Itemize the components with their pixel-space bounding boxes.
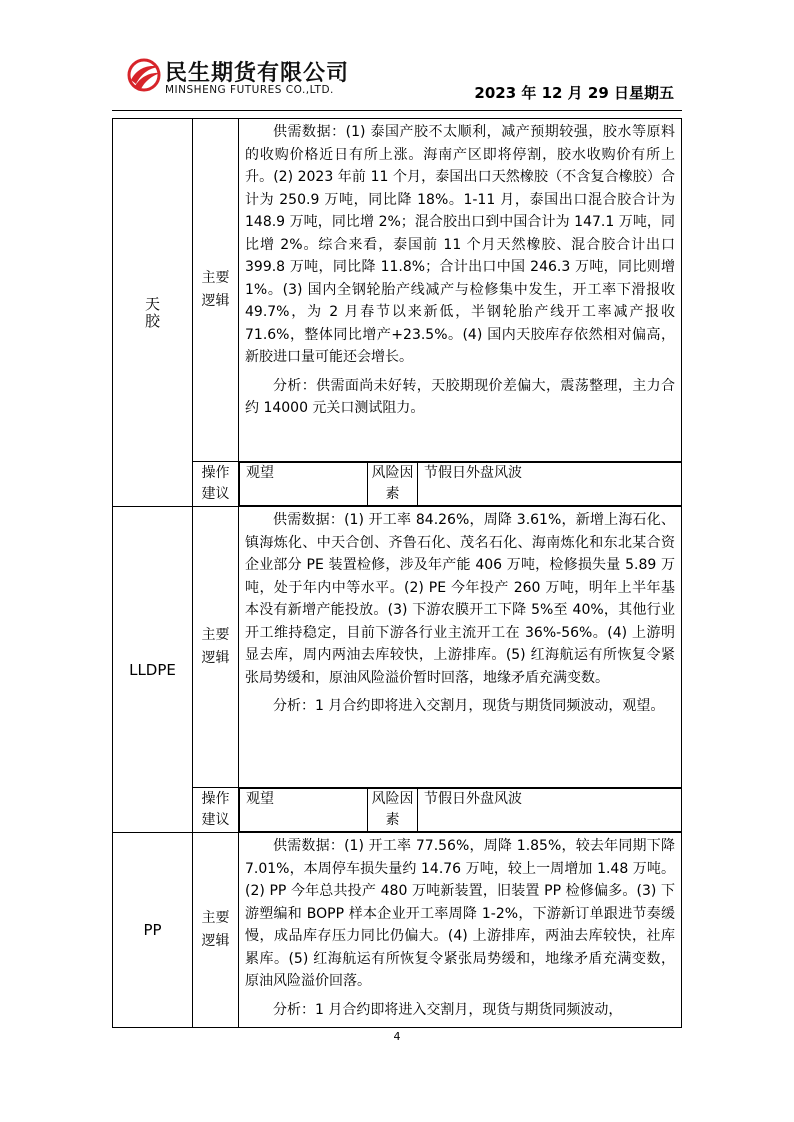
logic-content bbox=[239, 507, 682, 788]
risk-label: 风险因素 bbox=[368, 789, 418, 832]
operation-value: 观望 bbox=[240, 463, 368, 506]
supply-text: 供需数据：(1) 开工率 77.56%，周降 1.85%，较去年同期下降 7.01%，本周停车损失量约 14.76 万吨，较上一周增加 1.48 万吨。(2) PP 今年总共投产 480 万吨新装置，旧装置 PP 检修偏多。(3) 下游塑编和 BOPP 样本企业开工率周降 1-2%，下游新订单跟进节奏缓慢，成品库存压力同比仍偏大。(4) 上游排库，两油去库较快，社库累库。(5) 红海航运有所恢复令紧张局势缓和，地缘矛盾充满变数，原油风险溢价回落。 bbox=[245, 838, 675, 989]
header-divider bbox=[112, 110, 682, 111]
commodity-table bbox=[112, 118, 682, 1028]
operation-label: 操作建议 bbox=[193, 788, 239, 833]
report-date: 2023 年 12 月 29 日星期五 bbox=[474, 84, 674, 102]
logic-label: 主要逻辑 bbox=[193, 833, 239, 1028]
supply-text: 供需数据：(1) 泰国产胶不太顺利，减产预期较强，胶水等原料的收购价格近日有所上涨。海南产区即将停割，胶水收购价有所上升。(2) 2023 年前 11 个月，泰国出口天然橡胶（不含复合橡胶）合计为 250.9 万吨，同比降 18%。1-11 月，泰国出口混合胶合计为 148.9 万吨，同比增 2%；混合胶出口到中国合计为 147.1 万吨，同比增 2%。综合来看，泰国前 11 个月天然橡胶、混合胶合计出口 399.8 万吨，同比降 11.8%；合计出口中国 246.3 万吨，同比则增 1%。(3) 国内全钢轮胎产线减产与检修集中发生，开工率下滑报收 49.7%，为 2 月春节以来新低，半钢轮胎产线开工率减产报收 71.6%，整体同比增产+23.5%。(4) 国内天胶库存依然相对偏高，新胶进口量可能还会增长。 bbox=[245, 124, 675, 365]
page-number: 4 bbox=[393, 1030, 401, 1043]
risk-value: 节假日外盘风波 bbox=[418, 789, 682, 832]
lldpe-logic-row bbox=[113, 507, 682, 788]
company-name-cn: 民生期货有限公司 bbox=[165, 61, 350, 86]
logic-content bbox=[239, 833, 682, 1028]
lldpe-operation-row bbox=[113, 788, 682, 833]
logic-label: 主要逻辑 bbox=[193, 119, 239, 462]
analysis-text: 分析：供需面尚未好转，天胶期现价差偏大，震荡整理，主力合约 14000 元关口测试阻力。 bbox=[245, 377, 675, 416]
operation-risk-table bbox=[239, 788, 681, 832]
rubber-operation-row bbox=[113, 462, 682, 507]
minsheng-logo-icon bbox=[127, 58, 161, 92]
rubber-logic-row bbox=[113, 119, 682, 462]
operation-risk-table bbox=[239, 462, 681, 506]
commodity-name: LLDPE bbox=[113, 507, 193, 833]
commodity-name: PP bbox=[113, 833, 193, 1028]
operation-value: 观望 bbox=[240, 789, 368, 832]
company-logo bbox=[127, 56, 367, 102]
company-name-en: MINSHENG FUTURES CO.,LTD. bbox=[165, 84, 334, 96]
operation-label: 操作建议 bbox=[193, 462, 239, 507]
risk-value: 节假日外盘风波 bbox=[418, 463, 682, 506]
pp-logic-row bbox=[113, 833, 682, 1028]
analysis-text: 分析：1 月合约即将进入交割月，现货与期货同频波动， bbox=[273, 1001, 623, 1018]
analysis-text: 分析：1 月合约即将进入交割月，现货与期货同频波动，观望。 bbox=[273, 698, 665, 714]
supply-text: 供需数据：(1) 开工率 84.26%，周降 3.61%，新增上海石化、镇海炼化、中天合创、齐鲁石化、茂名石化、海南炼化和东北某合资企业部分 PE 装置检修，涉及年产能 406 万吨，检修损失量 5.89 万吨，处于年内中等水平。(2) PE 今年投产 260 万吨，明年上半年基本没有新增产能投放。(3) 下游农膜开工下降 5%至 40%，其他行业开工维持稳定，目前下游各行业主流开工在 36%-56%。(4) 上游明显去库，周内两油去库较快，上游排库。(5) 红海航运有所恢复令紧张局势缓和，原油风险溢价暂时回落，地缘矛盾充满变数。 bbox=[245, 512, 675, 686]
commodity-name: 天胶 bbox=[113, 119, 193, 507]
risk-label: 风险因素 bbox=[368, 463, 418, 506]
logic-label: 主要逻辑 bbox=[193, 507, 239, 788]
logic-content bbox=[239, 119, 682, 462]
